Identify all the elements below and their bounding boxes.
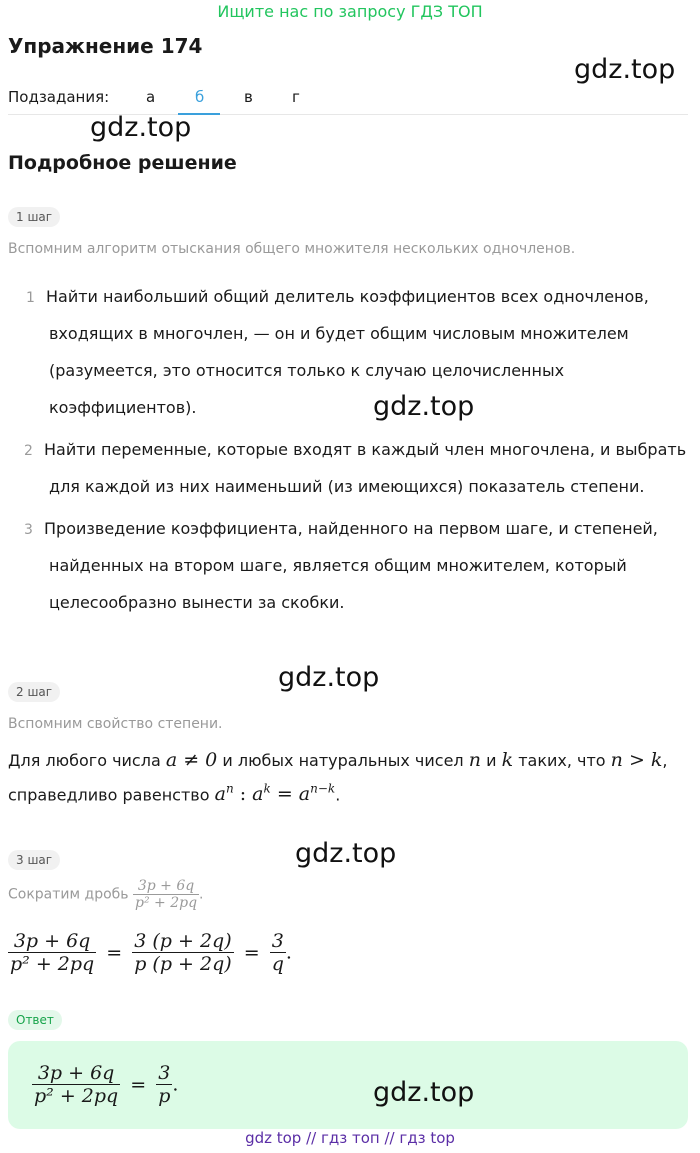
list-number: 1: [26, 290, 35, 306]
fraction: $\frac{3}{p}$: [158, 1062, 171, 1107]
tab-v[interactable]: в: [244, 88, 253, 106]
small-fraction: $\frac{3p + 6q}{\text{p² + 2pq}}$: [135, 878, 198, 911]
list-item-line: входящих в многочлен, — он и будет общим числовым множителем: [49, 324, 629, 343]
power-formula: $a^n$ : $a^k = a^{n-k}$: [214, 782, 336, 806]
list-item-line: (разумеется, это относится только к случаю целочисленных: [49, 361, 565, 380]
step-chip: 3 шаг: [8, 850, 60, 870]
tab-a[interactable]: а: [146, 88, 156, 106]
text: таких, что: [518, 751, 606, 770]
fraction-equation: $\frac{3p + 6q}{\text{p² + 2pq}}$ = $\frac{3 (p + 2q)}{p (p + 2q)}$ = $\frac{3}{q}$ .: [10, 930, 292, 975]
list-item-line: Произведение коэффициента, найденного на первом шаге, и степеней,: [44, 519, 658, 538]
answer-equation: $\frac{3p + 6q}{\text{p² + 2pq}}$ = $\frac{3}{p}$ .: [34, 1062, 179, 1107]
watermark: gdz.top: [574, 54, 676, 85]
fraction: $\frac{3p + 6q}{\text{p² + 2pq}}$: [10, 930, 95, 975]
step-chip: 2 шаг: [8, 682, 60, 702]
text: и любых натуральных чисел: [222, 751, 464, 770]
section-title: Подробное решение: [8, 152, 237, 174]
step-intro: Сократим дробь $\frac{3p + 6q}{\text{p² + 2pq}}$ .: [8, 878, 204, 911]
list-item-line: целесообразно вынести за скобки.: [49, 593, 345, 612]
watermark: gdz.top: [90, 112, 192, 143]
watermark: gdz.top: [295, 838, 397, 869]
text: справедливо равенство: [8, 785, 210, 805]
list-item-line: для каждой из них наименьший (из имеющихся) показатель степени.: [49, 477, 645, 496]
footer-links[interactable]: gdz top // гдз топ // гдз top: [245, 1129, 455, 1147]
answer-chip: Ответ: [8, 1010, 62, 1030]
list-item-line: найденных на втором шаге, является общим множителем, который: [49, 556, 627, 575]
watermark: gdz.top: [373, 1077, 475, 1108]
property-line-1: Для любого числа a ≠ 0 и любых натуральных чисел n и k таких, что n > k,: [8, 749, 668, 771]
property-line-2: справедливо равенство $a^n$ : $a^k = a^{n-k}$.: [8, 782, 341, 806]
list-item-line: коэффициентов).: [49, 398, 197, 417]
tab-g[interactable]: г: [292, 88, 300, 106]
fraction: $\frac{3p + 6q}{\text{p² + 2pq}}$: [34, 1062, 119, 1107]
list-number: 3: [24, 522, 33, 538]
list-number: 2: [24, 443, 33, 459]
list-item-line: Найти переменные, которые входят в каждый член многочлена, и выбрать: [44, 440, 687, 459]
fraction: $\frac{3}{q}$: [271, 930, 284, 975]
math-n: n: [468, 749, 481, 771]
watermark: gdz.top: [373, 391, 475, 422]
page-title: Упражнение 174: [8, 34, 203, 58]
fraction: $\frac{3 (p + 2q)}{p (p + 2q)}$: [134, 930, 232, 975]
text: Для любого числа: [8, 751, 161, 770]
list-item-line: Найти наибольший общий делитель коэффициентов всех одночленов,: [46, 287, 649, 306]
text: Сократим дробь: [8, 886, 129, 903]
math-n-gt-k: n > k: [610, 749, 663, 771]
list-item: [44, 431, 686, 505]
step-intro: Вспомним свойство степени.: [8, 716, 223, 732]
text: и: [486, 751, 497, 770]
step-intro: Вспомним алгоритм отыскания общего множителя нескольких одночленов.: [8, 241, 576, 257]
math-a-not-zero: a ≠ 0: [165, 749, 218, 771]
subtasks-label: Подзадания:: [8, 88, 110, 106]
tab-b[interactable]: б: [195, 88, 205, 106]
list-item: [46, 278, 649, 426]
top-banner[interactable]: Ищите нас по запросу ГДЗ ТОП: [217, 2, 483, 21]
watermark: gdz.top: [278, 662, 380, 693]
step-chip: 1 шаг: [8, 207, 60, 227]
math-k: k: [501, 749, 514, 771]
list-item: [44, 510, 658, 621]
